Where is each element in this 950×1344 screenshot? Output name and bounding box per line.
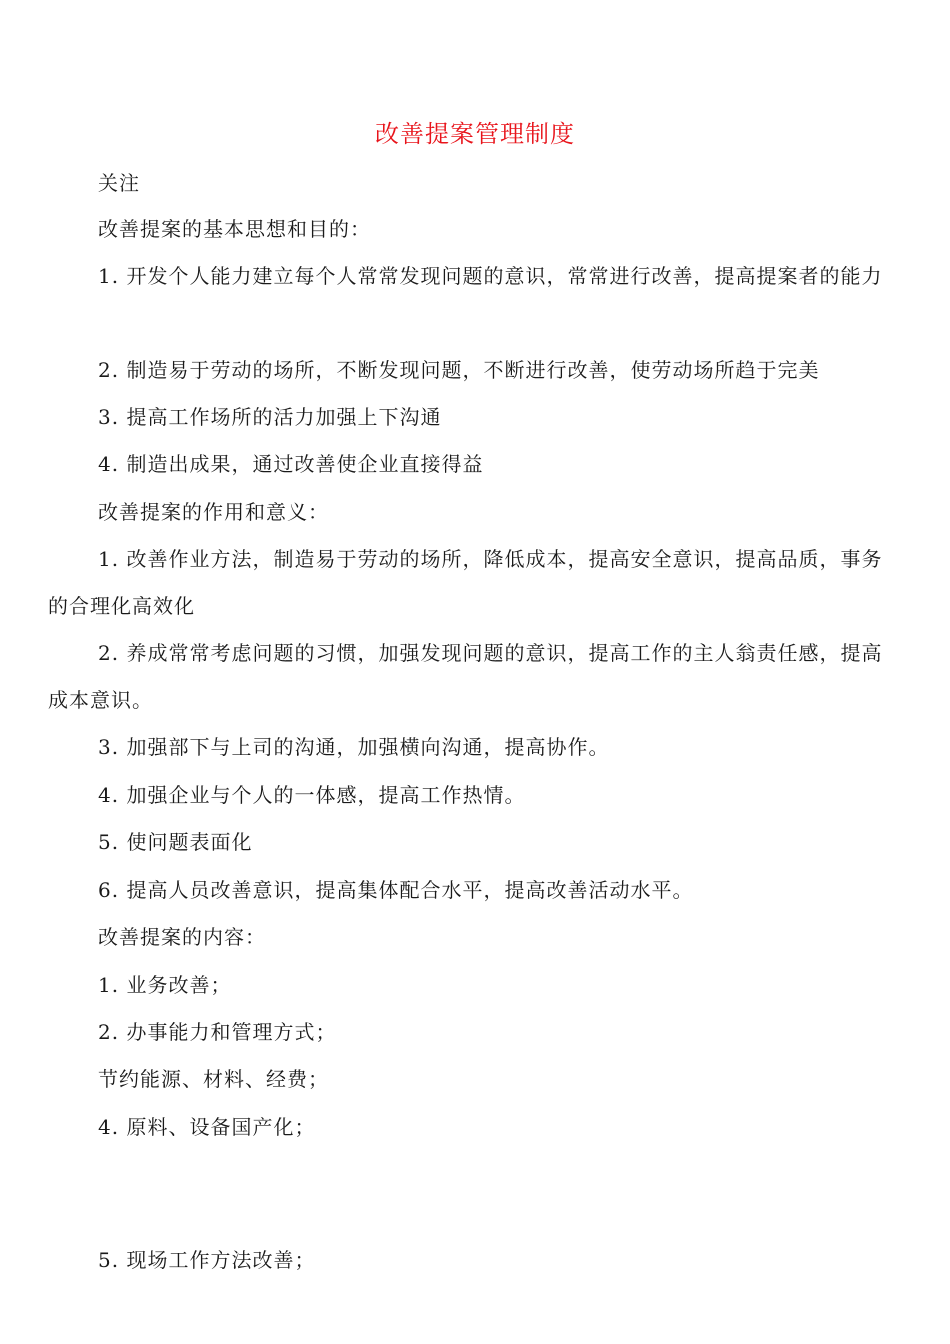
- paragraph-content-4: 4. 原料、设备国产化；: [98, 1115, 316, 1139]
- paragraph-heading-purpose: 改善提案的基本思想和目的：: [98, 217, 371, 241]
- paragraph-role-4: 4. 加强企业与个人的一体感，提高工作热情。: [98, 783, 526, 807]
- paragraph-heading-content: 改善提案的内容：: [98, 925, 266, 949]
- paragraph-purpose-2: 2. 制造易于劳动的场所，不断发现问题，不断进行改善，使劳动场所趋于完美: [98, 358, 820, 382]
- paragraph-heading-role: 改善提案的作用和意义：: [98, 500, 329, 524]
- document-title: 改善提案管理制度: [375, 120, 575, 148]
- paragraph-purpose-3: 3. 提高工作场所的活力加强上下沟通: [98, 405, 442, 429]
- paragraph-content-1: 1. 业务改善；: [98, 973, 232, 997]
- paragraph-role-1: 1. 改善作业方法，制造易于劳动的场所，降低成本，提高安全意识，提高品质，事务的合理化高效化: [48, 547, 883, 618]
- paragraph-role-6: 6. 提高人员改善意识，提高集体配合水平，提高改善活动水平。: [98, 878, 694, 902]
- paragraph-role-2: 2. 养成常常考虑问题的习惯，加强发现问题的意识，提高工作的主人翁责任感，提高成本意识。: [48, 641, 883, 712]
- paragraph-content-5: 5. 现场工作方法改善；: [98, 1248, 316, 1272]
- paragraph-role-5: 5. 使问题表面化: [98, 830, 253, 854]
- paragraph-purpose-1: 1. 开发个人能力建立每个人常常发现问题的意识，常常进行改善，提高提案者的能力: [98, 264, 883, 288]
- paragraph-content-3: 节约能源、材料、经费；: [98, 1067, 329, 1091]
- paragraph-purpose-4: 4. 制造出成果，通过改善使企业直接得益: [98, 452, 484, 476]
- paragraph-follow: 关注: [98, 171, 140, 195]
- paragraph-role-3: 3. 加强部下与上司的沟通，加强横向沟通，提高协作。: [98, 735, 610, 759]
- paragraph-content-2: 2. 办事能力和管理方式；: [98, 1020, 337, 1044]
